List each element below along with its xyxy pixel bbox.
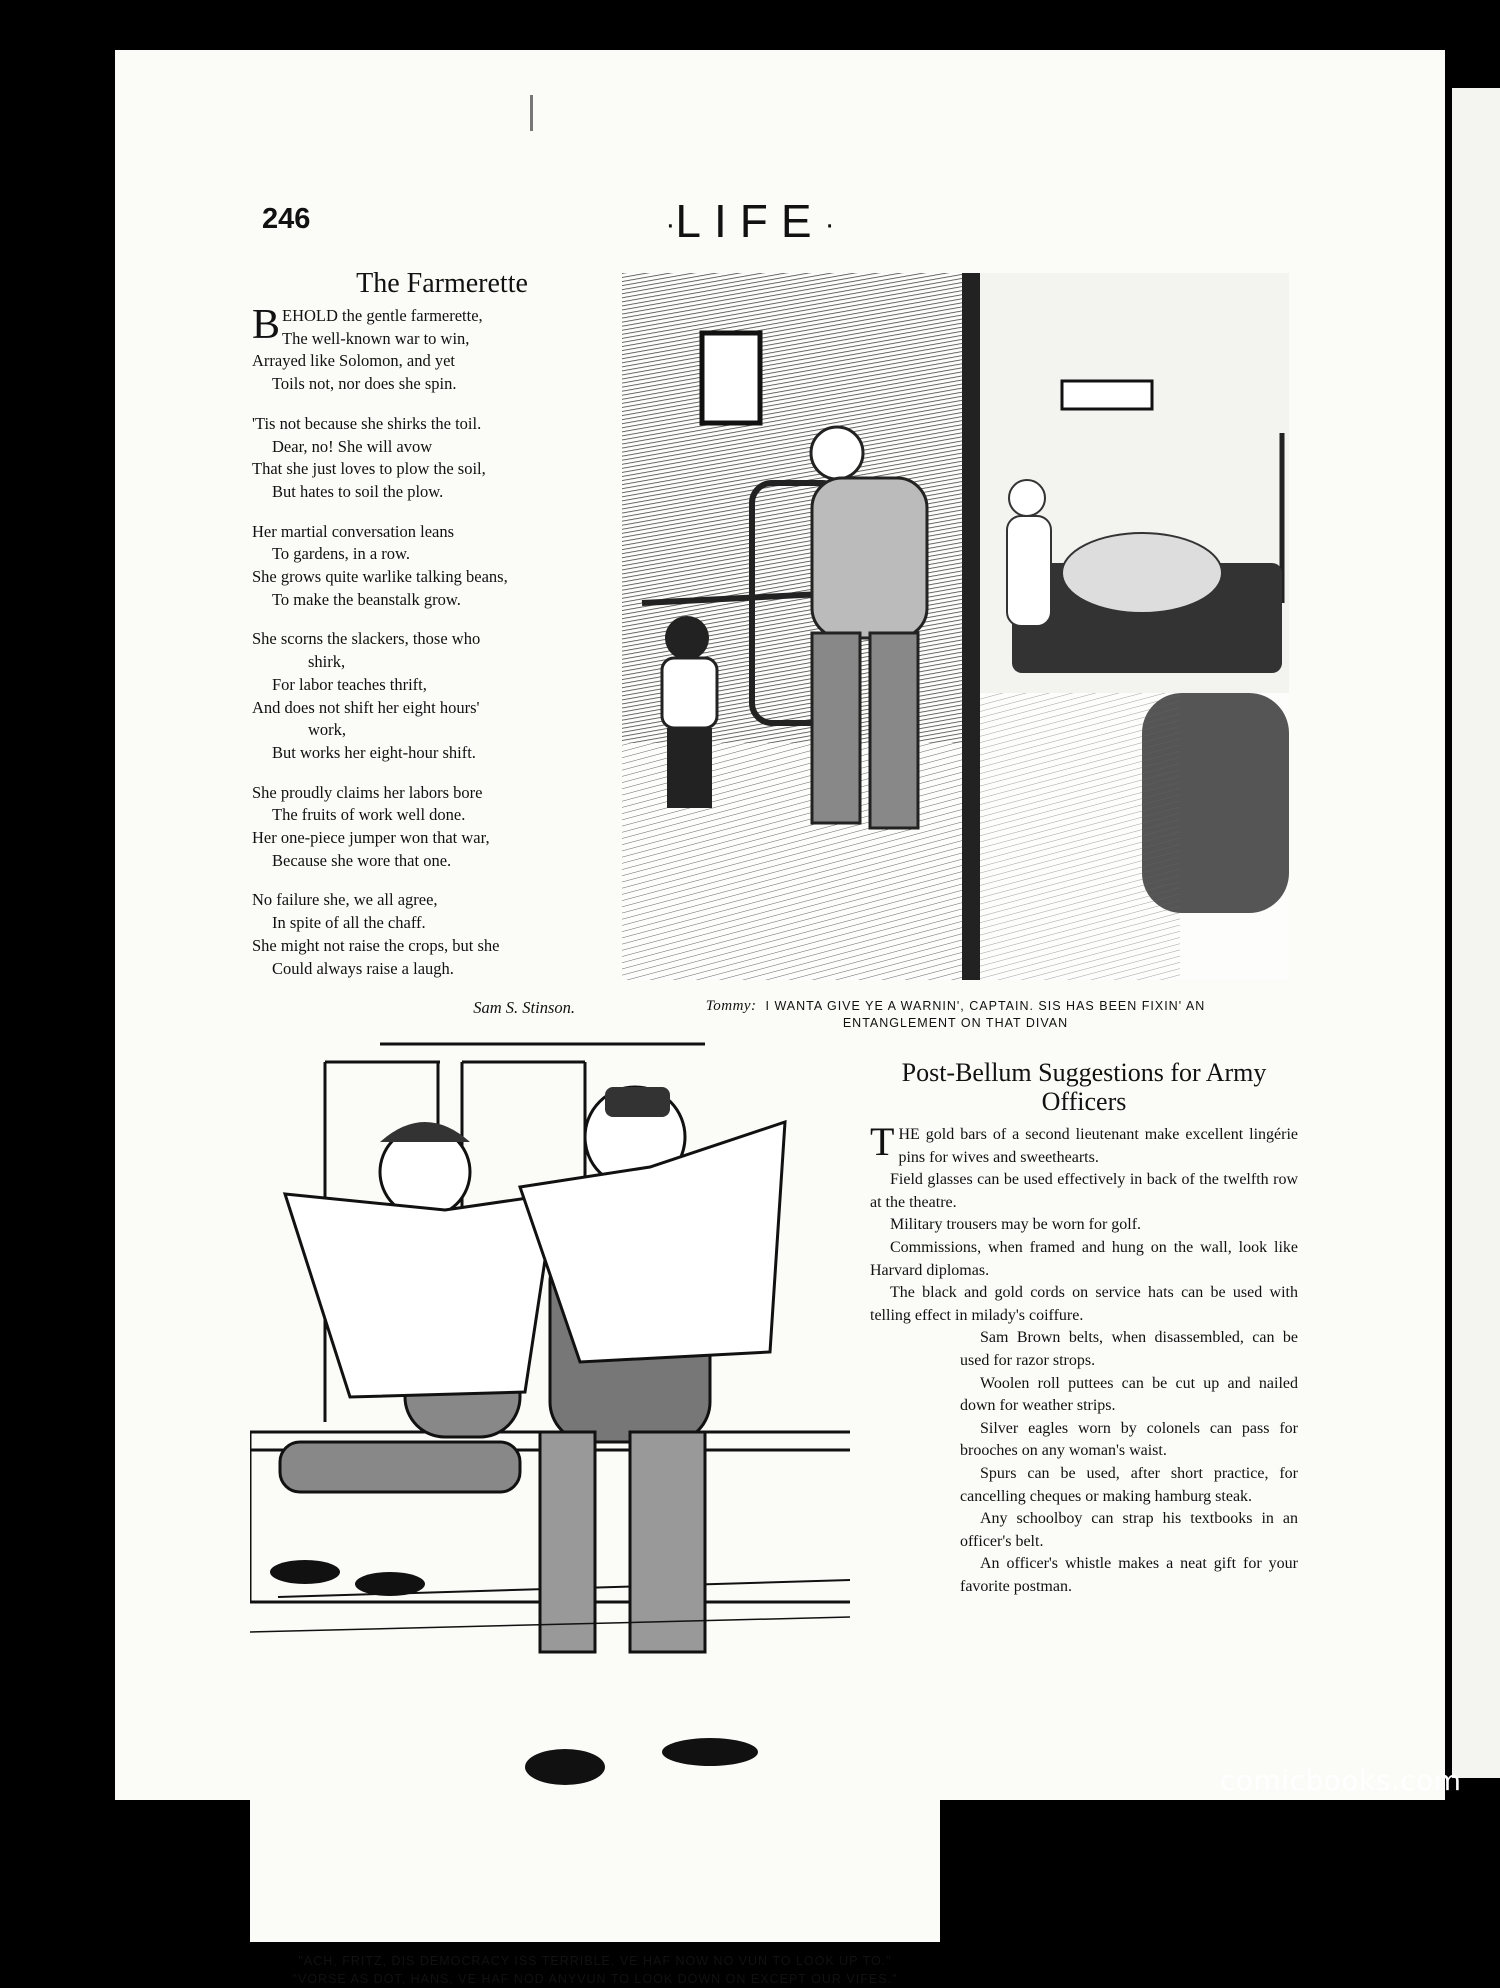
caption-line-2: ENTANGLEMENT ON THAT DIVAN [842,1016,1069,1030]
poem-line: To gardens, in a row. [272,544,410,564]
poem-line: No failure she, we all agree, [252,890,438,910]
poem-line: EHOLD the gentle farmerette, [282,306,483,325]
masthead: ·LIFE· [665,195,835,247]
stanza-2 [252,413,582,504]
poem-line: But works her eight-hour shift. [272,742,476,762]
caption-text: I WANTA GIVE YE A WARNIN', CAPTAIN. SIS HAS BEEN FIXIN' AN [765,999,1206,1013]
poem-line: In spite of all the chaff. [272,913,426,933]
drawing-caption [622,998,1289,1032]
drawing-artwork [622,273,1289,980]
article-paragraph: Sam Brown belts, when disassembled, can be used for razor strops. [960,1329,1298,1369]
poem-line: work, [308,720,347,740]
article-paragraph: Spurs can be used, after short practice, for cancelling cheques or making hamburg steak. [960,1464,1298,1505]
article-paragraph-text: HE gold bars of a second lieutenant make excellent lingérie pins for wives and sweethearts. [898,1126,1298,1166]
article-paragraph: Any schoolboy can strap his textbooks in an officer's belt. [960,1510,1298,1550]
poem-line: Her one-piece jumper won that war, [252,828,490,848]
poem-line: Her martial conversation leans [252,521,455,541]
article-paragraph: Commissions, when framed and hung on the wall, look like Harvard diplomas. [870,1238,1298,1279]
page-number: 246 [262,203,311,235]
poem-line: Arrayed like Solomon, and yet [252,351,455,371]
stanza-1 [252,302,582,396]
poem-line: Toils not, nor does she spin. [272,374,457,394]
poem-line: She grows quite warlike talking beans, [252,567,508,587]
poem-line: She scorns the slackers, those who [252,629,481,649]
poem-body [252,302,582,997]
stanza-6 [252,889,582,980]
poem-line: She might not raise the crops, but she [252,935,500,955]
next-page-strip [1452,88,1500,1778]
poem-line: Because she wore that one. [272,850,452,870]
article-title: Post-Bellum Suggestions for Army Officers [901,1058,1267,1116]
poem-line: Dear, no! She will avow [272,436,433,456]
article-paragraph: The black and gold cords on service hats can be used with telling effect in milady's coiffure. [870,1284,1298,1324]
stanza-3 [252,521,582,612]
poem-line: The fruits of work well done. [272,805,466,825]
article-paragraph: Woolen roll puttees can be cut up and nailed down for weather strips. [960,1374,1298,1415]
poem-line: shirk, [308,652,346,672]
cartoon-newspaper-readers [250,1032,940,1942]
article-body [870,1119,1298,1598]
poem-line: The well-known war to win, [282,328,470,348]
article-paragraph: Military trousers may be worn for golf. [890,1216,1142,1234]
print-smudge [530,95,533,131]
poem-line: Could always raise a laugh. [272,958,454,978]
poem-line: For labor teaches thrift, [272,674,427,694]
article-paragraph [870,1119,1298,1169]
caption-line: "ACH, FRITZ, DIS DEMOCRACY ISS TERRIBLE. VE HAF NOW NO VUN TO LOOK UP TO." [298,1954,892,1968]
masthead-title: LIFE [675,195,825,247]
cartoon-caption [250,1952,940,1988]
poem-line: To make the beanstalk grow. [272,589,461,609]
article-paragraph: Silver eagles worn by colonels can pass for brooches on any woman's waist. [960,1419,1298,1460]
poem-line: 'Tis not because she shirks the toil. [252,413,482,433]
caption-speaker: Tommy: [705,998,757,1014]
cartoon-artwork [250,1032,940,1942]
article-paragraph: Field glasses can be used effectively in back of the twelfth row at the theatre. [870,1171,1298,1211]
caption-line [622,998,1289,1015]
poem-author: Sam S. Stinson. [473,998,575,1017]
stanza-4 [252,628,582,764]
poem-line: That she just loves to plow the soil, [252,459,486,479]
stanza-5 [252,782,582,873]
poem-line: But hates to soil the plow. [272,481,444,501]
poem-title: The Farmerette [356,268,528,299]
article-paragraph: An officer's whistle makes a neat gift for your favorite postman. [960,1555,1298,1595]
poem-line: She proudly claims her labors bore [252,782,483,802]
watermark: comicbooks.com [1220,1764,1462,1797]
article-dropcap: T [870,1119,895,1164]
poem-dropcap: B [252,302,281,348]
poem-line: And does not shift her eight hours' [252,697,480,717]
caption-line-2: "VORSE AS DOT, HANS, VE HAF NOD ANYVUN TO LOOK DOWN ON EXCEPT OUR VIFES." [292,1972,898,1986]
drawing-captain-and-boy [622,273,1289,980]
